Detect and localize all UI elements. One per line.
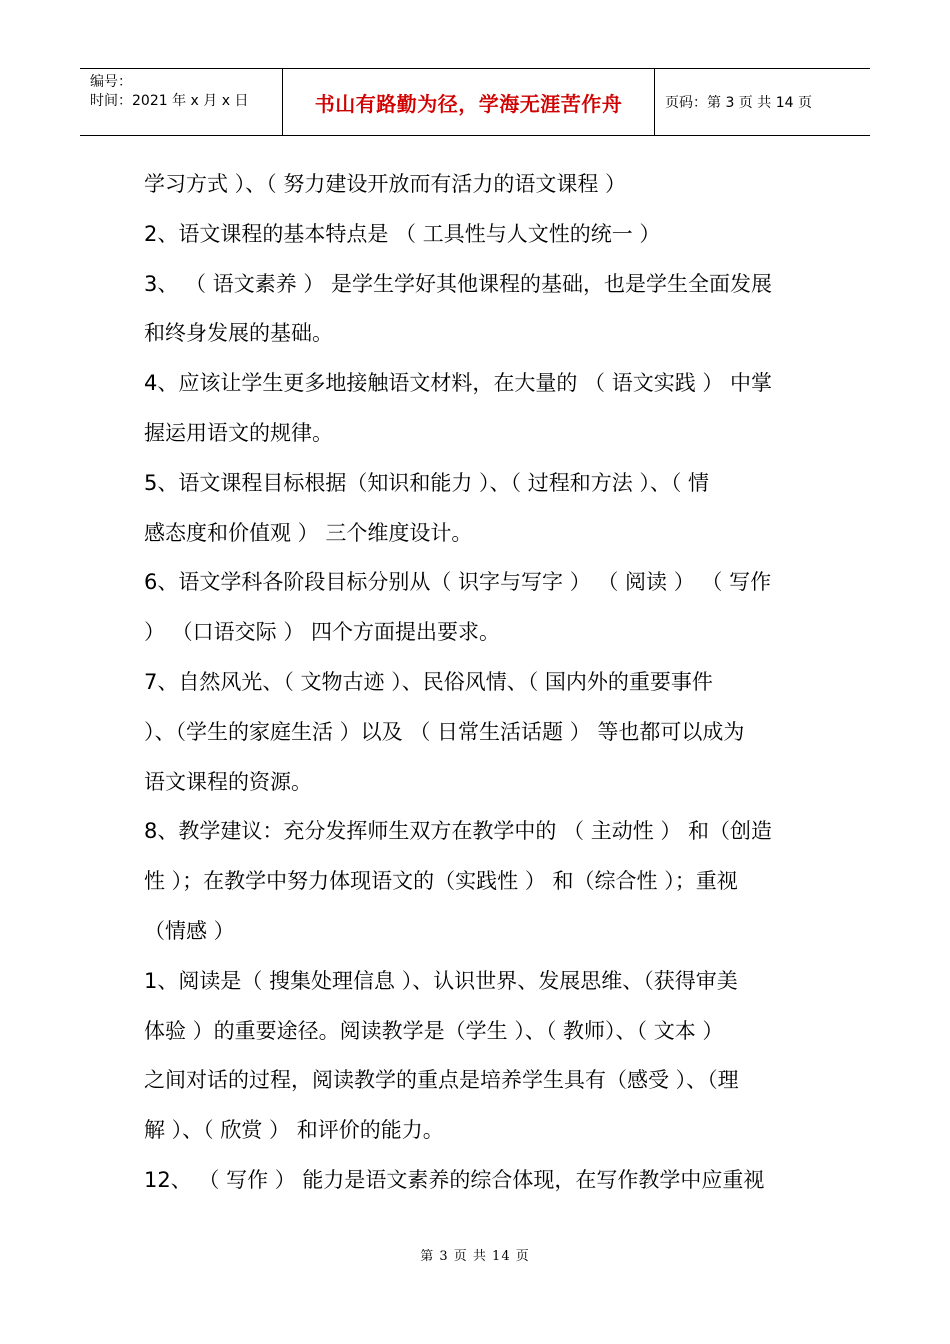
- text-line: （情感 ）: [144, 918, 235, 943]
- page-header: [80, 68, 870, 136]
- document-number-label: 编号：: [90, 74, 132, 90]
- text-line: 3、 （ 语文素养 ） 是学生学好其他课程的基础，也是学生全面发展: [144, 271, 773, 296]
- text-line: 性 ）；在教学中努力体现语文的（实践性 ） 和（综合性 ）；重视: [144, 869, 738, 894]
- text-line: 1、阅读是（ 搜集处理信息 ）、认识世界、发展思维、（获得审美: [144, 968, 738, 993]
- text-line: 2、语文课程的基本特点是 （ 工具性与人文性的统一 ）: [144, 221, 661, 246]
- text-line: 4、应该让学生更多地接触语文材料，在大量的 （ 语文实践 ） 中掌: [144, 371, 773, 396]
- text-line: 握运用语文的规律。: [144, 420, 333, 445]
- header-page-info-cell: [655, 69, 870, 135]
- text-line: 8、教学建议：充分发挥师生双方在教学中的 （ 主动性 ） 和（创造: [144, 819, 773, 844]
- text-line: 7、自然风光、（ 文物古迹 ）、民俗风情、（ 国内外的重要事件: [144, 669, 713, 694]
- text-line: 体验 ）的重要途径。阅读教学是（学生 ）、（ 教师）、（ 文本 ）: [144, 1018, 724, 1043]
- header-motto: 书山有路勤为径，学海无涯苦作舟: [314, 91, 623, 116]
- document-date: 时间：2021 年 x 月 x 日: [90, 93, 249, 109]
- header-meta: [80, 69, 282, 135]
- text-line: 之间对话的过程，阅读教学的重点是培养学生具有（感受 ）、（理: [144, 1068, 739, 1093]
- header-page-info: 页码：第 3 页 共 14 页: [665, 95, 812, 111]
- text-line: 语文课程的资源。: [144, 769, 312, 794]
- text-line: ）、（学生的家庭生活 ）以及 （ 日常生活话题 ） 等也都可以成为: [144, 719, 745, 744]
- text-line: 感态度和价值观 ） 三个维度设计。: [144, 520, 473, 545]
- text-line: 学习方式 ）、（ 努力建设开放而有活力的语文课程 ）: [144, 172, 627, 196]
- text-line: 12、 （ 写作 ） 能力是语文素养的综合体现，在写作教学中应重视: [144, 1167, 765, 1192]
- text-line: 5、语文课程目标根据（知识和能力 ）、（ 过程和方法 ）、（ 情: [144, 470, 710, 495]
- text-line: ） （口语交际 ） 四个方面提出要求。: [144, 620, 501, 645]
- text-line: 和终身发展的基础。: [144, 321, 333, 346]
- page-footer: 第 3 页 共 14 页: [420, 1249, 530, 1264]
- header-motto-cell: [282, 69, 655, 135]
- text-line: 解 ）、（ 欣赏 ） 和评价的能力。: [144, 1118, 444, 1143]
- document-body: [144, 160, 810, 1206]
- text-line: 6、语文学科各阶段目标分别从（ 识字与写字 ） （ 阅读 ） （ 写作: [144, 570, 772, 595]
